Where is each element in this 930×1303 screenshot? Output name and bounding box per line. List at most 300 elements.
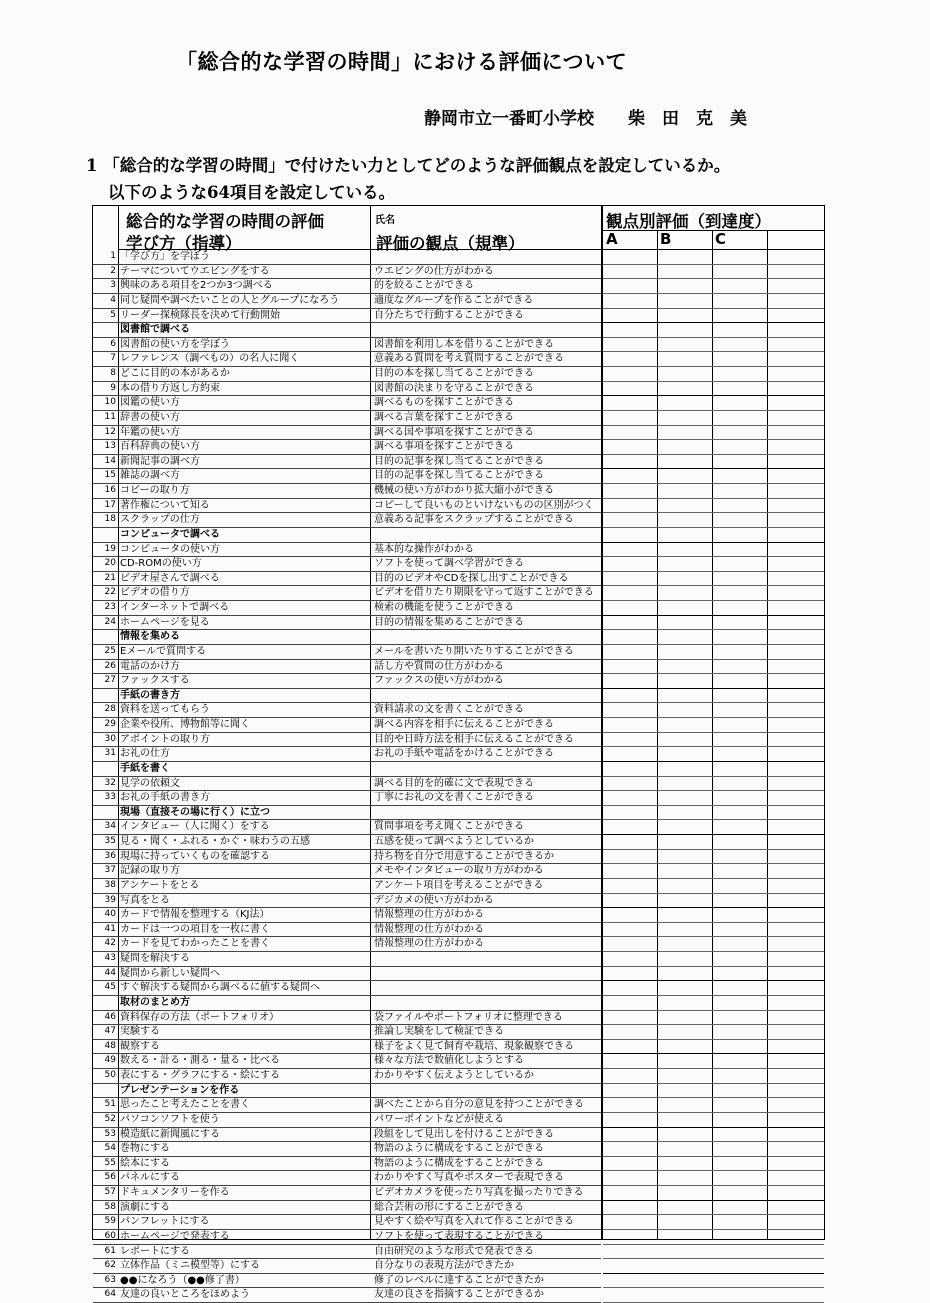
section-heading: 手紙を書く — [120, 762, 170, 774]
rating-row — [603, 469, 824, 484]
criteria-item: お礼の手紙や電話をかけることができる — [374, 748, 554, 760]
row-number: 38 — [104, 879, 116, 890]
row-number: 5 — [110, 309, 116, 320]
learning-item: お礼の仕方 — [120, 748, 170, 760]
table-row — [93, 396, 601, 411]
rating-row — [603, 1098, 824, 1113]
learning-item: 友達の良いところをほめよう — [120, 1289, 250, 1301]
learning-item: インターネットで調べる — [120, 602, 230, 613]
learning-item: 企業や役所、博物館等に聞く — [120, 719, 250, 730]
rating-row — [603, 747, 824, 762]
rating-table — [602, 205, 825, 1240]
learning-item: 思ったこと考えたことを書く — [120, 1099, 250, 1111]
row-number: 2 — [110, 265, 116, 276]
learning-item: インタビュー（人に聞く）をする — [120, 821, 270, 833]
table-row — [93, 572, 601, 587]
row-number: 29 — [104, 719, 116, 729]
learning-item: スクラップの仕方 — [120, 514, 200, 526]
table-row — [93, 791, 601, 806]
learning-item: ドキュメンタリーを作る — [120, 1187, 230, 1198]
page-title: 「総合的な学習の時間」における評価について — [176, 50, 628, 74]
row-number: 12 — [104, 426, 116, 437]
criteria-item: 資料請求の文を書くことができる — [374, 704, 524, 716]
learning-item: カードは一つの項目を一枚に書く — [120, 923, 270, 935]
learning-item: コピーの取り方 — [120, 485, 190, 496]
table-row — [93, 1098, 601, 1113]
criteria-item: 機械の使い方がわかり拡大縮小ができる — [374, 485, 554, 496]
section-heading: コンピュータで調べる — [120, 528, 220, 540]
learning-item: 写真をとる — [120, 894, 170, 906]
row-number: 61 — [104, 1245, 116, 1256]
table-row — [93, 777, 601, 792]
learning-item: ファックスする — [120, 675, 190, 687]
row-number: 10 — [104, 397, 116, 408]
table-row — [93, 440, 601, 455]
learning-item: 見学の依頼文 — [120, 777, 180, 789]
learning-item: 本の借り方返し方約束 — [120, 382, 220, 394]
row-number: 9 — [110, 382, 116, 393]
rating-row — [603, 689, 824, 704]
criteria-item: 様々な方法で数値化しようとする — [374, 1055, 524, 1067]
rating-row — [603, 1201, 824, 1216]
table-row — [93, 1142, 601, 1157]
section-row — [93, 630, 601, 645]
rating-row — [603, 645, 824, 660]
learning-item: ホームページを見る — [120, 616, 210, 628]
row-number: 55 — [104, 1157, 116, 1168]
table-body — [93, 250, 601, 1303]
table-row — [93, 864, 601, 879]
criteria-item: 物語のように構成をすることができる — [374, 1143, 544, 1155]
table-row — [93, 674, 601, 689]
row-number: 13 — [104, 441, 116, 452]
learning-item: カードで情報を整理する（KJ法） — [120, 909, 270, 921]
learning-item: ホームページで発表する — [120, 1230, 230, 1242]
learning-item: アポイントの取り方 — [120, 733, 210, 745]
row-number: 39 — [104, 894, 116, 905]
table-row — [93, 1215, 601, 1230]
row-number: 14 — [104, 455, 116, 466]
table-row — [93, 894, 601, 909]
table-row — [93, 586, 601, 601]
table-row — [93, 294, 601, 309]
criteria-item: ウエビングの仕方がわかる — [374, 265, 494, 277]
row-number: 8 — [110, 368, 116, 378]
row-number: 45 — [104, 982, 116, 993]
learning-item: アンケートをとる — [120, 879, 200, 891]
criteria-item: 調べる国や事項を探すことができる — [374, 426, 534, 438]
row-number: 1 — [110, 251, 116, 261]
criteria-item: 目的の記事を探し当てることができる — [374, 470, 544, 482]
learning-item: 興味のある項目を2つか3つ調べる — [120, 280, 273, 292]
column-header-learning: 総合的な学習の時間の評価 — [126, 212, 324, 231]
learning-item: 図鑑の使い方 — [120, 397, 180, 409]
criteria-item: メールを書いたり開いたりすることができる — [374, 645, 574, 657]
row-number: 30 — [104, 733, 116, 744]
rating-level-c: C — [715, 230, 727, 248]
learning-item: すぐ解決する疑問から調べるに値する疑問へ — [120, 982, 320, 994]
criteria-item: 推論し実験をして検証できる — [374, 1026, 504, 1038]
learning-item: 雑誌の調べ方 — [120, 470, 180, 482]
learning-item: パネルにする — [120, 1172, 180, 1184]
rating-row — [603, 835, 824, 850]
table-row — [93, 411, 601, 426]
row-number: 32 — [104, 777, 116, 788]
row-number: 3 — [110, 280, 116, 291]
table-row — [93, 309, 601, 324]
criteria-item: 調べる言葉を探すことができる — [374, 411, 514, 423]
answer-text: 以下のような64項目を設定している。 — [108, 183, 395, 202]
rating-row — [603, 543, 824, 558]
criteria-item: 自由研究のような形式で発表できる — [374, 1245, 534, 1257]
learning-item: 同じ疑問や調べたいことの人とグループになろう — [120, 294, 340, 306]
rating-row — [603, 352, 824, 367]
learning-item: レファレンス（調べもの）の名人に聞く — [120, 353, 300, 365]
rating-row — [603, 557, 824, 572]
section-row — [93, 1084, 601, 1099]
table-row — [93, 279, 601, 294]
rating-row — [603, 952, 824, 967]
table-row — [93, 1230, 601, 1245]
table-row — [93, 601, 601, 616]
learning-item: どこに目的の本があるか — [120, 368, 230, 379]
row-number: 28 — [104, 704, 116, 715]
row-number: 33 — [104, 792, 116, 803]
row-number: 47 — [104, 1026, 116, 1037]
table-row — [93, 1128, 601, 1143]
table-row — [93, 1157, 601, 1172]
row-number: 62 — [104, 1260, 116, 1271]
criteria-item: 丁寧にお礼の文を書くことができる — [374, 792, 534, 804]
learning-item: リーダー探検隊長を決めて行動開始 — [120, 309, 280, 321]
learning-item: 観察する — [120, 1040, 160, 1052]
table-row — [93, 1069, 601, 1084]
row-number: 37 — [104, 865, 116, 876]
rating-row — [603, 250, 824, 265]
rating-row — [603, 1274, 824, 1289]
table-row — [93, 923, 601, 938]
criteria-item: 袋ファイルやポートフォリオに整理できる — [374, 1011, 563, 1023]
section-row — [93, 996, 601, 1011]
row-number: 26 — [104, 660, 116, 671]
rating-row — [603, 396, 824, 411]
criteria-item: ビデオを借りたり期限を守って返すことができる — [374, 587, 594, 599]
table-row — [93, 1245, 601, 1260]
learning-item: ビデオの借り方 — [120, 587, 190, 599]
learning-item: 「学び方」を学ぼう — [120, 251, 210, 262]
row-number: 27 — [104, 675, 116, 686]
learning-item: パンフレットにする — [120, 1216, 210, 1228]
table-row — [93, 1011, 601, 1026]
criteria-item: 情報整理の仕方がわかる — [374, 938, 484, 950]
table-row — [93, 850, 601, 865]
row-number: 41 — [104, 923, 116, 934]
table-row — [93, 645, 601, 660]
learning-item: 立体作品（ミニ模型等）にする — [120, 1260, 260, 1272]
row-number: 24 — [104, 616, 116, 627]
rating-row — [603, 981, 824, 996]
rating-row — [603, 1011, 824, 1026]
table-row — [93, 484, 601, 499]
table-row — [93, 1025, 601, 1040]
criteria-item: 検索の機能を使うことができる — [374, 602, 514, 613]
criteria-item: 調べる事項を探すことができる — [374, 441, 514, 453]
rating-row — [603, 923, 824, 938]
rating-row — [603, 367, 824, 382]
row-number: 7 — [110, 353, 116, 364]
criteria-item: 的を絞ることができる — [374, 280, 474, 292]
criteria-item: 目的のビデオやCDを探し出すことができる — [374, 572, 569, 584]
row-number: 19 — [104, 543, 116, 554]
table-row — [93, 952, 601, 967]
learning-item: 数える・計る・測る・量る・比べる — [120, 1055, 280, 1067]
section-heading: 現場（直接その場に行く）に立つ — [120, 806, 270, 818]
row-number: 63 — [104, 1274, 116, 1285]
row-number: 40 — [104, 909, 116, 920]
rating-row — [603, 1157, 824, 1172]
row-number: 16 — [104, 485, 116, 495]
rating-row — [603, 937, 824, 952]
row-number: 25 — [104, 645, 116, 656]
rating-row — [603, 616, 824, 631]
rating-row — [603, 806, 824, 821]
learning-item: Eメールで質問する — [120, 645, 207, 657]
criteria-item: 調べたことから自分の意見を持つことができる — [374, 1099, 584, 1111]
row-number: 52 — [104, 1113, 116, 1124]
table-row — [93, 616, 601, 631]
rating-row — [603, 894, 824, 909]
learning-item: 疑問を解決する — [120, 953, 190, 964]
criteria-item: 段組をして見出しを付けることができる — [374, 1128, 554, 1140]
row-number: 53 — [104, 1128, 116, 1139]
table-row — [93, 352, 601, 367]
row-number: 50 — [104, 1070, 116, 1080]
row-number: 64 — [104, 1289, 116, 1300]
question-text: 1 「総合的な学習の時間」で付けたい力としてどのような評価観点を設定しているか。 — [86, 156, 731, 175]
table-row — [93, 747, 601, 762]
rating-row — [603, 1113, 824, 1128]
rating-row — [603, 382, 824, 397]
rating-row — [603, 1215, 824, 1230]
row-number: 22 — [104, 587, 116, 598]
criteria-item: 調べる目的を的確に文で表現できる — [374, 777, 534, 789]
table-row — [93, 1113, 601, 1128]
learning-item: パソコンソフトを使う — [120, 1113, 220, 1125]
table-row — [93, 513, 601, 528]
rating-row — [603, 1142, 824, 1157]
rating-row — [603, 718, 824, 733]
table-row — [93, 1274, 601, 1289]
table-row — [93, 908, 601, 923]
learning-item: ●●になろう（●●修了書） — [120, 1274, 245, 1286]
rating-row — [603, 1054, 824, 1069]
row-number: 58 — [104, 1201, 116, 1212]
criteria-item: ソフトを使って表現することができる — [374, 1230, 544, 1242]
learning-item: カードを見てわかったことを書く — [120, 938, 270, 950]
table-row — [93, 455, 601, 470]
criteria-item: 基本的な操作がわかる — [374, 543, 474, 555]
row-number: 60 — [104, 1230, 116, 1241]
learning-item: コンピュータの使い方 — [120, 543, 220, 555]
table-row — [93, 733, 601, 748]
section-row — [93, 806, 601, 821]
learning-item: 現場に持っていくものを確認する — [120, 850, 270, 862]
rating-row — [603, 1171, 824, 1186]
learning-item: 模造紙に新聞風にする — [120, 1128, 220, 1140]
rating-row — [603, 879, 824, 894]
table-row — [93, 382, 601, 397]
rating-row — [603, 309, 824, 324]
row-number: 36 — [104, 850, 116, 861]
rating-row — [603, 674, 824, 689]
rating-row — [603, 762, 824, 777]
section-row — [93, 762, 601, 777]
rating-row — [603, 967, 824, 982]
table-row — [93, 1054, 601, 1069]
row-number: 51 — [104, 1099, 116, 1110]
rating-row — [603, 908, 824, 923]
rating-row — [603, 455, 824, 470]
learning-item: テーマについてウエビングをする — [120, 265, 270, 277]
row-number: 56 — [104, 1172, 116, 1183]
row-number: 31 — [104, 748, 116, 759]
section-row — [93, 528, 601, 543]
learning-item: ビデオ屋さんで調べる — [120, 572, 220, 584]
row-number: 11 — [104, 411, 116, 422]
rating-level-a: A — [606, 230, 618, 248]
learning-item: レポートにする — [120, 1245, 190, 1257]
rating-header: 観点別評価（到達度） — [606, 212, 771, 231]
table-row — [93, 1171, 601, 1186]
row-number: 42 — [104, 938, 116, 949]
rating-row — [603, 996, 824, 1011]
criteria-item: 調べる内容を相手に伝えることができる — [374, 719, 554, 730]
rating-row — [603, 777, 824, 792]
rating-row — [603, 703, 824, 718]
row-number: 17 — [104, 499, 116, 510]
criteria-item: ファックスの使い方がわかる — [374, 675, 504, 687]
row-number: 20 — [104, 558, 116, 569]
row-number: 15 — [104, 470, 116, 481]
rating-row — [603, 265, 824, 280]
criteria-item: 物語のように構成をすることができる — [374, 1157, 544, 1169]
rating-row — [603, 1230, 824, 1245]
table-row — [93, 981, 601, 996]
table-row — [93, 367, 601, 382]
table-row — [93, 557, 601, 572]
learning-item: 巻物にする — [120, 1143, 170, 1155]
row-number: 49 — [104, 1055, 116, 1066]
table-row — [93, 543, 601, 558]
section-row — [93, 323, 601, 338]
criteria-item: コピーして良いものといけないものの区別がつく — [374, 499, 594, 511]
rating-row — [603, 820, 824, 835]
criteria-item: 目的の本を探し当てることができる — [374, 368, 534, 379]
section-heading: 取材のまとめ方 — [120, 996, 190, 1008]
section-row — [93, 689, 601, 704]
learning-item: 図書館の使い方を学ぼう — [120, 338, 230, 350]
column-header-criteria: 評価の観点（規準） — [376, 234, 525, 253]
criteria-item: 自分たちで行動することができる — [374, 309, 524, 321]
rating-row — [603, 411, 824, 426]
rating-row — [603, 323, 824, 338]
rating-row — [603, 1245, 824, 1260]
criteria-item: 総合芸術の形にすることができる — [374, 1201, 524, 1213]
criteria-item: 意義ある質問を考え質問することができる — [374, 353, 564, 365]
section-heading: 手紙の書き方 — [120, 689, 180, 701]
criteria-item: パワーポイントなどが使える — [374, 1113, 504, 1125]
learning-item: 年鑑の使い方 — [120, 426, 180, 438]
criteria-item: 情報整理の仕方がわかる — [374, 909, 484, 921]
criteria-item: デジカメの使い方がわかる — [374, 894, 494, 906]
rating-row — [603, 1040, 824, 1055]
learning-item: 疑問から新しい疑問へ — [120, 967, 220, 979]
rating-row — [603, 338, 824, 353]
table-row — [93, 835, 601, 850]
table-row — [93, 265, 601, 280]
rating-row — [603, 484, 824, 499]
rating-row — [603, 660, 824, 675]
rating-row — [603, 440, 824, 455]
learning-item: 著作権について知る — [120, 499, 210, 511]
evaluation-table — [92, 205, 602, 1301]
row-number: 46 — [104, 1011, 116, 1022]
criteria-item: 自分なりの表現方法ができたか — [374, 1260, 514, 1272]
criteria-item: メモやインタビューの取り方がわかる — [374, 865, 544, 877]
table-row — [93, 1201, 601, 1216]
table-row — [93, 1040, 601, 1055]
table-row — [93, 718, 601, 733]
learning-item: 資料を送ってもらう — [120, 704, 210, 716]
row-number: 6 — [110, 338, 116, 349]
column-header-learning-sub: 学び方（指導） — [126, 234, 242, 253]
rating-row — [603, 1084, 824, 1099]
table-row — [93, 879, 601, 894]
rating-row — [603, 294, 824, 309]
learning-item: 電話のかけ方 — [120, 660, 180, 672]
row-number: 34 — [104, 821, 116, 832]
rating-row — [603, 791, 824, 806]
criteria-item: わかりやすく写真やポスターで表現できる — [374, 1172, 564, 1184]
row-number: 43 — [104, 953, 116, 963]
criteria-item: 修了のレベルに達することができたか — [374, 1274, 544, 1286]
criteria-item: 図書館の決まりを守ることができる — [374, 382, 534, 394]
name-label: 氏名 — [375, 215, 395, 226]
criteria-item: ソフトを使って調べ学習ができる — [374, 558, 524, 570]
learning-item: 演劇にする — [120, 1201, 170, 1213]
row-number: 59 — [104, 1216, 116, 1227]
criteria-item: 話し方や質問の仕方がわかる — [374, 660, 504, 672]
criteria-item: アンケート項目を考えることができる — [374, 879, 544, 891]
learning-item: 記録の取り方 — [120, 865, 180, 877]
learning-item: 辞書の使い方 — [120, 411, 180, 423]
table-row — [93, 1288, 601, 1303]
table-row — [93, 469, 601, 484]
rating-row — [603, 572, 824, 587]
rating-row — [603, 1288, 824, 1303]
row-number: 23 — [104, 602, 116, 612]
criteria-item: 情報整理の仕方がわかる — [374, 923, 484, 935]
row-number: 44 — [104, 967, 116, 978]
rating-row — [603, 499, 824, 514]
learning-item: 新聞記事の調べ方 — [120, 455, 200, 467]
learning-item: CD-ROMの使い方 — [120, 558, 202, 570]
rating-row — [603, 513, 824, 528]
row-number: 54 — [104, 1143, 116, 1154]
rating-grid — [603, 250, 824, 1303]
rating-row — [603, 630, 824, 645]
learning-item: 資料保存の方法（ポートフォリオ） — [120, 1011, 280, 1023]
